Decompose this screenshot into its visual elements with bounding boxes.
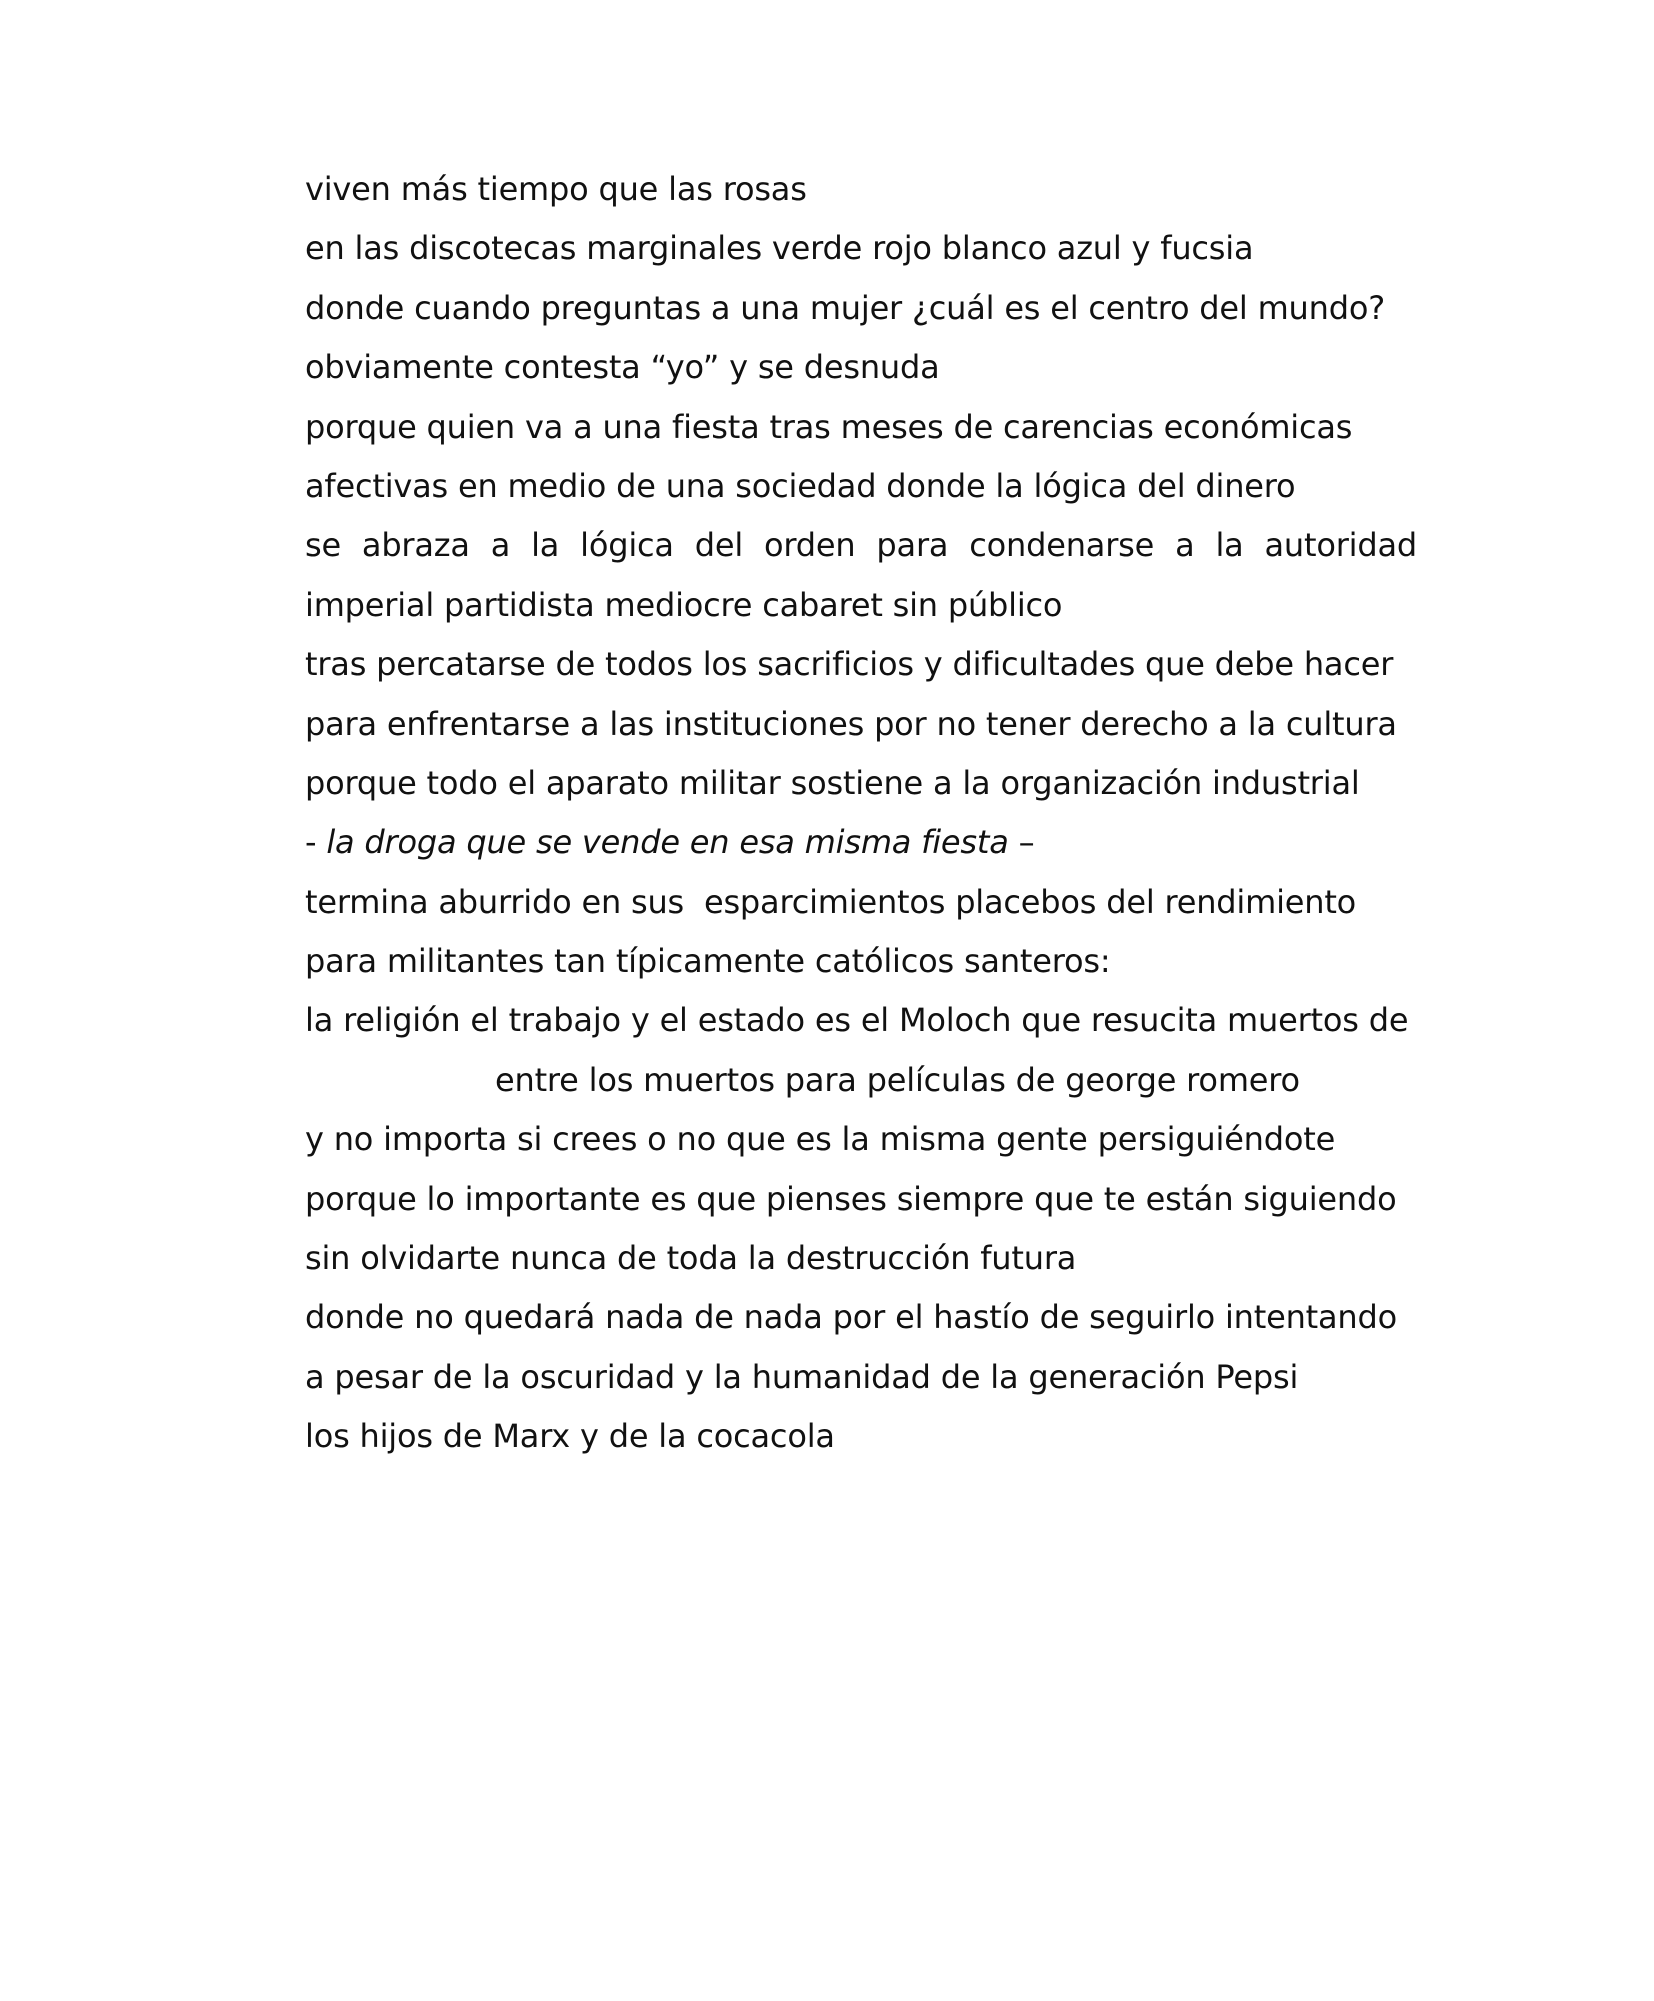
poem-line-11: porque todo el aparato militar sostiene a la organización industrial — [305, 763, 1360, 802]
poem-line-18: porque lo importante es que pienses siempre que te están siguiendo — [305, 1179, 1397, 1218]
poem-line-10: para enfrentarse a las instituciones por no tener derecho a la cultura — [305, 704, 1397, 743]
poem-line-12-prefix: - — [305, 823, 327, 862]
poem-line-5: porque quien va a una fiesta tras meses de carencias económicas — [305, 407, 1353, 446]
poem-line-9: tras percatarse de todos los sacrificios y dificultades que debe hacer — [305, 645, 1394, 684]
poem-line-12-italic: la droga que se vende en esa misma fiesta — [326, 823, 1009, 862]
poem-line-19: sin olvidarte nunca de toda la destrucción futura — [305, 1239, 1077, 1278]
poem-line-6: afectivas en medio de una sociedad donde la lógica del dinero — [305, 466, 1296, 505]
poem-line-13: termina aburrido en sus esparcimientos placebos del rendimiento — [305, 882, 1357, 921]
poem-line-21: a pesar de la oscuridad y la humanidad de la generación Pepsi — [305, 1357, 1299, 1396]
poem-line-1: viven más tiempo que las rosas — [305, 170, 807, 208]
poem-line-15: la religión el trabajo y el estado es el Moloch que resucita muertos de — [305, 1001, 1409, 1040]
poem-line-22: los hijos de Marx y de la cocacola — [305, 1417, 835, 1456]
poem-line-7: se abraza a la lógica del orden para condenarse a la autoridad — [305, 526, 1417, 565]
poem-line-12-suffix: – — [1008, 823, 1035, 862]
poem-line-4: obviamente contesta “yo” y se desnuda — [305, 348, 940, 387]
poem-line-20: donde no quedará nada de nada por el hastío de seguirlo intentando — [305, 1298, 1398, 1337]
poem-line-17: y no importa si crees o no que es la misma gente persiguiéndote — [305, 1120, 1336, 1159]
poem-line-2: en las discotecas marginales verde rojo blanco azul y fucsia — [305, 229, 1254, 268]
poem-line-8: imperial partidista mediocre cabaret sin público — [305, 585, 1063, 624]
poem-line-14: para militantes tan típicamente católicos santeros: — [305, 942, 1111, 981]
poem-line-12 — [305, 813, 1425, 872]
poem-line-3: donde cuando preguntas a una mujer ¿cuál es el centro del mundo? — [305, 288, 1385, 327]
poem-body — [305, 160, 1425, 1467]
poem-line-16: entre los muertos para películas de george romero — [495, 1060, 1300, 1099]
